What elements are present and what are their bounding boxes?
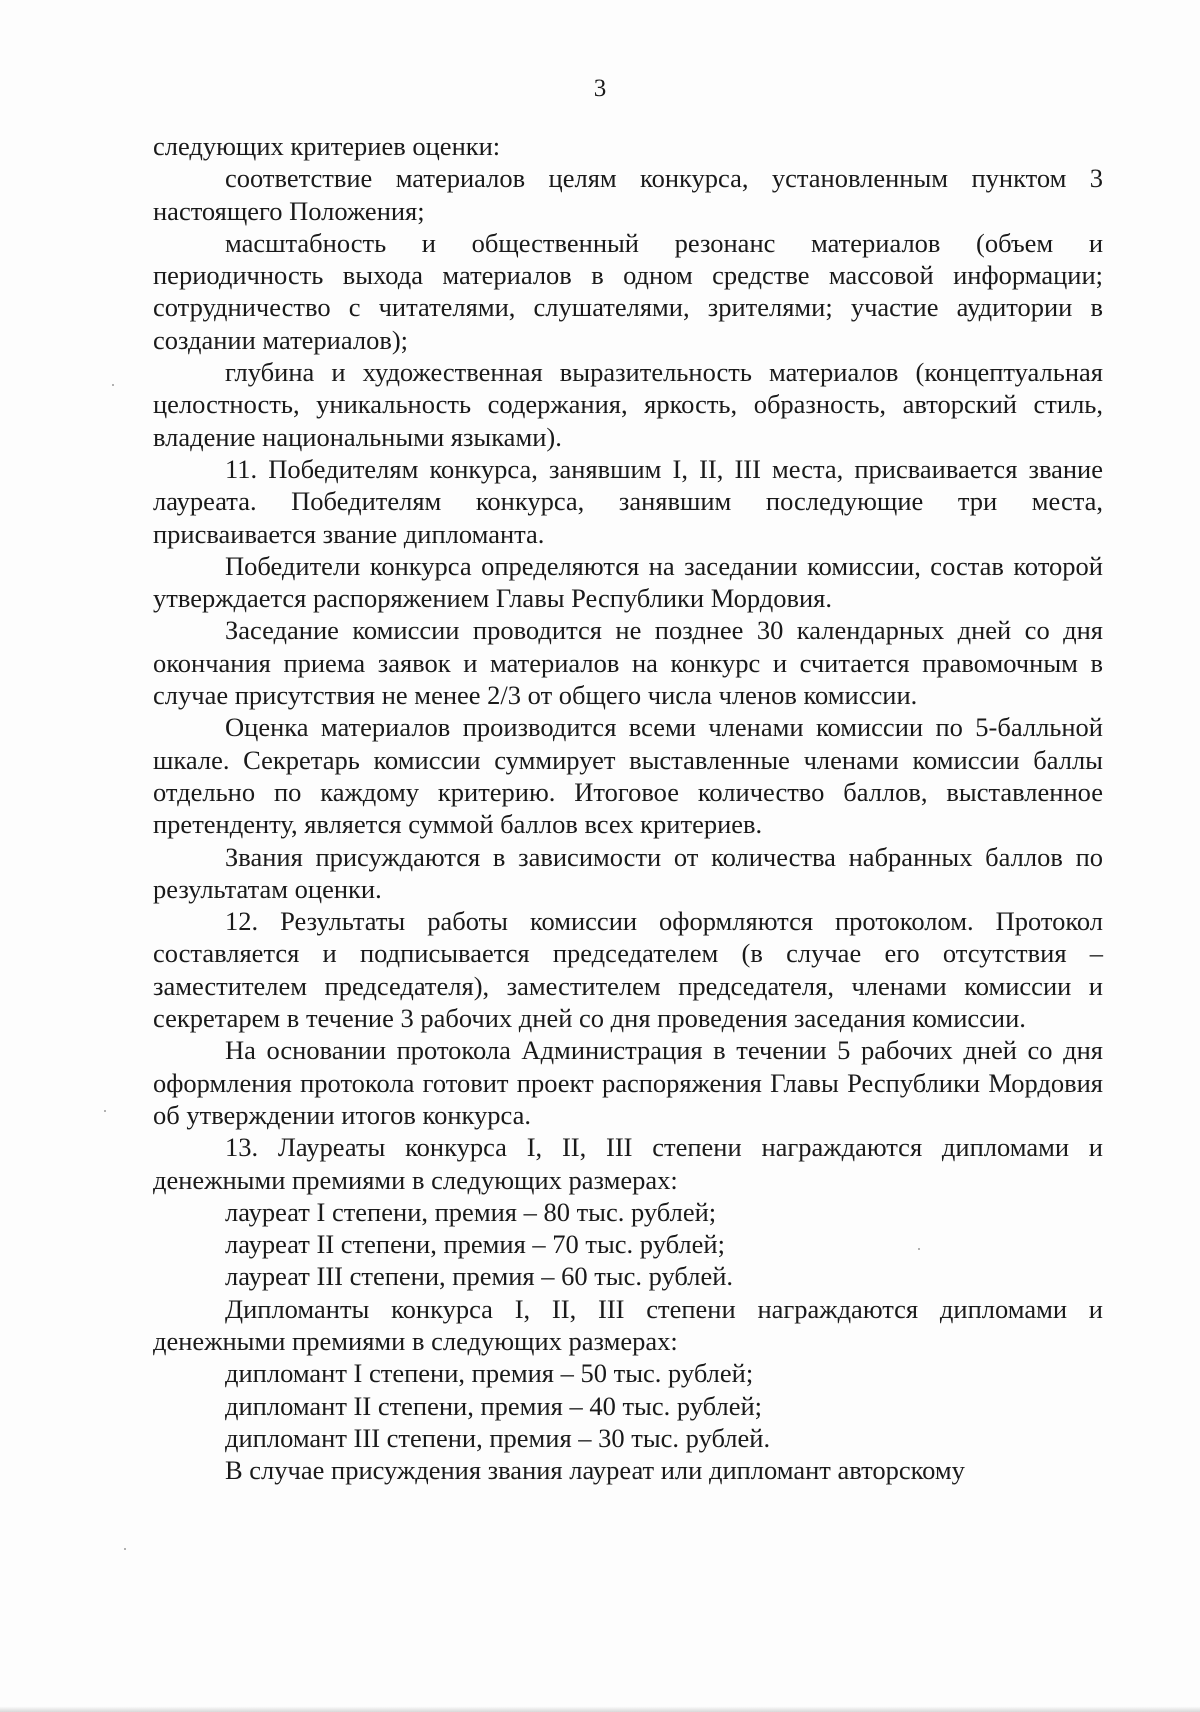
paragraph: следующих критериев оценки: — [153, 131, 501, 161]
scan-speck — [124, 1548, 126, 1550]
paragraph: Победители конкурса определяются на заседании комиссии, состав которой утверждается распоряжением Главы Республики Мордовия. — [153, 550, 1103, 614]
paragraph: лауреат III степени, премия – 60 тыс. рублей. — [225, 1261, 734, 1292]
paragraph: 12. Результаты работы комиссии оформляются протоколом. Протокол составляется и подписывается председателем (в случае его отсутствия – заместителем председателя), заместителем председателя, членами комиссии и секретарем в течение 3 рабочих дней со дня проведения заседания комиссии. — [153, 906, 1103, 1034]
paragraph: дипломант II степени, премия – 40 тыс. рублей; — [225, 1390, 763, 1421]
paragraph: 13. Лауреаты конкурса I, II, III степени награждаются дипломами и денежными премиями в следующих размерах: — [153, 1132, 1103, 1195]
document-body — [153, 130, 1103, 1486]
paragraph: Звания присуждаются в зависимости от количества набранных баллов по результатам оценки. — [153, 841, 1103, 904]
paragraph: лауреат II степени, премия – 70 тыс. рублей; — [225, 1229, 725, 1260]
paragraph: лауреат I степени, премия – 80 тыс. рублей; — [225, 1196, 717, 1227]
paragraph: масштабность и общественный резонанс материалов (объем и периодичность выхода материалов в одном средстве массовой информации; сотрудничество с читателями, слушателями, зрителями; участие аудитории в создании материалов); — [153, 227, 1103, 355]
paragraph: Заседание комиссии проводится не позднее 30 календарных дней со дня окончания приема заявок и материалов на конкурс и считается правомочным в случае присутствия не менее 2/3 от общего числа членов комиссии. — [153, 615, 1103, 711]
scan-speck — [104, 1110, 106, 1112]
scan-speck — [918, 1248, 920, 1250]
paragraph: глубина и художественная выразительность материалов (концептуальная целостность, уникальность содержания, яркость, образность, авторский стиль, владение национальными языками). — [153, 357, 1103, 452]
paragraph: В случае присуждения звания лауреат или дипломант авторскому — [225, 1455, 965, 1486]
scan-speck — [112, 384, 114, 386]
paragraph: дипломант III степени, премия – 30 тыс. рублей. — [225, 1422, 771, 1453]
paragraph: дипломант I степени, премия – 50 тыс. рублей; — [225, 1358, 754, 1389]
scan-bottom-edge — [0, 1706, 1200, 1712]
paragraph: 11. Победителям конкурса, занявшим I, II, III места, присваивается звание лауреата. Победителям конкурса, занявшим последующие три места, присваивается звание дипломанта. — [153, 453, 1103, 549]
page-number: 3 — [593, 75, 607, 102]
paragraph: На основании протокола Администрация в течении 5 рабочих дней со дня оформления протокола готовит проект распоряжения Главы Республики Мордовия об утверждении итогов конкурса. — [153, 1035, 1103, 1130]
paragraph: соответствие материалов целям конкурса, установленным пунктом 3 настоящего Положения; — [153, 163, 1103, 226]
paragraph: Дипломанты конкурса I, II, III степени награждаются дипломами и денежными премиями в следующих размерах: — [153, 1293, 1103, 1356]
paragraph: Оценка материалов производится всеми членами комиссии по 5-балльной шкале. Секретарь комиссии суммирует выставленные членами комиссии баллы отдельно по каждому критерию. Итоговое количество баллов, выставленное претенденту, является суммой баллов всех критериев. — [153, 712, 1103, 840]
